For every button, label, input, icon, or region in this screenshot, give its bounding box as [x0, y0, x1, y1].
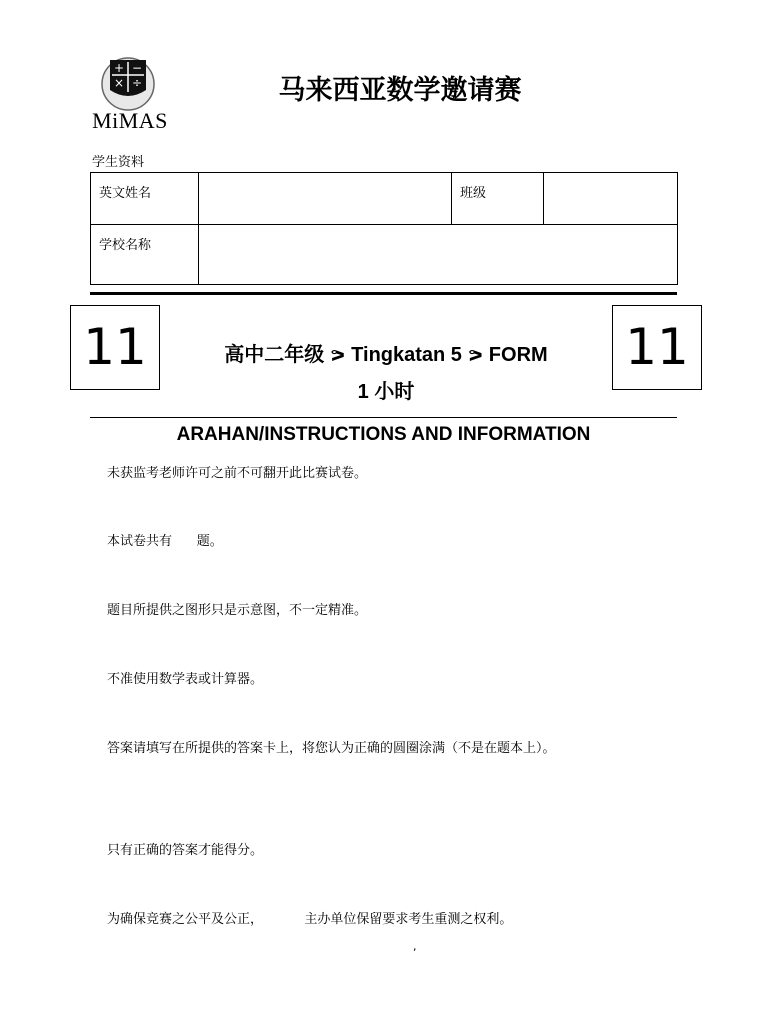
grade-line: [160, 338, 612, 367]
instruction-item: 未获监考老师许可之前不可翻开此比赛试卷。: [107, 466, 368, 481]
svg-text:×: ×: [113, 76, 125, 90]
form-number-left: 11: [70, 305, 160, 390]
divider-bottom: [90, 417, 677, 418]
instruction-item: 为确保竞赛之公平及公正， 主办单位保留要求考生重测之权利。: [107, 912, 513, 927]
divider-top: [90, 292, 677, 295]
school-name-label: 学校名称: [91, 225, 199, 285]
grade-ms: Tingkatan 5: [351, 344, 462, 366]
instruction-item: 不准使用数学表或计算器。: [107, 672, 264, 687]
svg-text:+: +: [113, 61, 125, 75]
grade-en: FORM: [488, 344, 548, 366]
instruction-item: 只有正确的答案才能得分。: [107, 843, 264, 858]
class-field[interactable]: [544, 173, 678, 225]
instruction-item: 答案请填写在所提供的答案卡上，将您认为正确的圆圈涂满（不是在题本上）。: [107, 741, 556, 756]
page-title: 马来西亚数学邀请赛: [278, 75, 522, 106]
school-name-field[interactable]: [199, 225, 678, 285]
instruction-item: 题目所提供之图形只是示意图，不一定精准。: [107, 603, 368, 618]
english-name-field[interactable]: [199, 173, 452, 225]
grade-cn: 高中二年级: [224, 344, 325, 366]
svg-text:−: −: [131, 61, 143, 75]
swirl-ornament-icon: ᕗ: [330, 348, 346, 365]
svg-text:÷: ÷: [131, 76, 143, 90]
student-info-label: 学生资料: [92, 155, 145, 170]
instructions-heading: ARAHAN/INSTRUCTIONS AND INFORMATION: [176, 424, 591, 445]
english-name-label: 英文姓名: [91, 173, 199, 225]
class-label: 班级: [452, 173, 544, 225]
form-number-right: 11: [612, 305, 702, 390]
logo-text: MiMAS: [92, 108, 168, 133]
student-info-table: [90, 172, 678, 285]
footer-mark: ,: [413, 940, 417, 953]
instruction-item: 本试卷共有 题。: [107, 534, 223, 549]
mimas-logo-emblem: [100, 54, 156, 112]
duration: 1 小时: [357, 381, 415, 403]
swirl-ornament-icon: ᕗ: [467, 348, 483, 365]
